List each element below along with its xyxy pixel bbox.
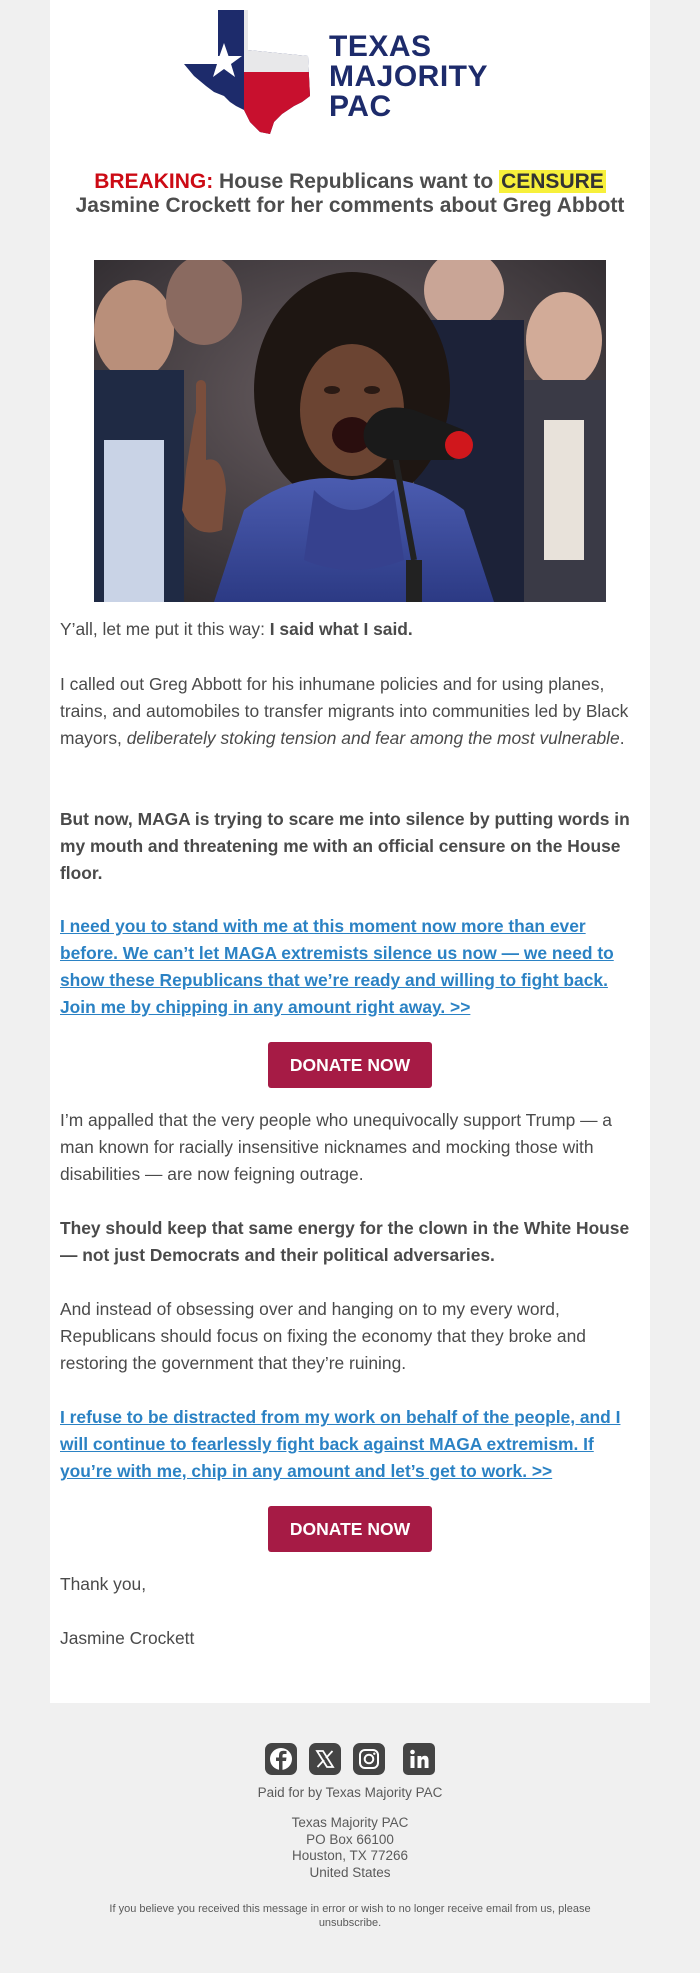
instagram-icon[interactable]	[353, 1743, 385, 1775]
logo-line-3: PAC	[329, 90, 392, 123]
paragraph-link-2	[60, 1404, 638, 1485]
email-card	[50, 0, 650, 1703]
paid-for-text: Paid for by Texas Majority PAC	[257, 1785, 443, 1800]
address-line-4: United States	[309, 1864, 391, 1880]
paragraph-2-italic: deliberately stoking tension and fear among the most vulnerable	[126, 728, 620, 748]
unsubscribe-notice[interactable]: If you believe you received this message in error or wish to no longer receive email from us, please unsubscribe.	[109, 1903, 591, 1929]
logo-wordmark	[329, 32, 488, 122]
paragraph-4: I’m appalled that the very people who unequivocally support Trump — a man known for racially insensitive nicknames and mocking those with disabilities — are now feigning outrage.	[60, 1110, 612, 1184]
paragraph-6: And instead of obsessing over and hanging on to my every word, Republicans should focus on fixing the economy that they broke and restoring the government that they’re ruining.	[60, 1299, 586, 1373]
donate-link-1[interactable]: I need you to stand with me at this moment now more than ever before. We can’t let MAGA extremists silence us now — we need to show these Republicans that we’re ready and willing to fight back. Join me by chipping in any amount right away. >>	[60, 916, 614, 1017]
mailing-address	[0, 1815, 700, 1881]
paragraph-5: They should keep that same energy for the clown in the White House — not just Democrats and their political adversaries.	[60, 1218, 630, 1265]
logo-line-2: MAJORITY	[329, 60, 489, 93]
headline-highlight: CENSURE	[501, 170, 604, 193]
paragraph-link-1	[60, 913, 638, 1021]
x-icon[interactable]	[309, 1743, 341, 1775]
address-line-3: Houston, TX 77266	[291, 1848, 409, 1863]
address-line-1: Texas Majority PAC	[291, 1815, 409, 1830]
headline-rest: Jasmine Crockett for her comments about Greg Abbott	[75, 194, 625, 217]
address-line-2: PO Box 66100	[306, 1831, 394, 1847]
donate-link-2[interactable]: I refuse to be distracted from my work on behalf of the people, and I will continue to fearlessly fight back against MAGA extremism. If you’re with me, chip in any amount and let’s get to work. >>	[60, 1407, 621, 1481]
paragraph-1-bold: I said what I said.	[269, 619, 413, 639]
paragraph-1-text: Y’all, let me put it this way:	[60, 619, 270, 639]
paragraph-2-text: I called out Greg Abbott for his inhumane policies and for using planes, trains, and automobiles to transfer migrants into communities led by Black mayors,	[60, 674, 629, 748]
signature: Jasmine Crockett	[60, 1628, 195, 1648]
donate-button-1[interactable]: DONATE NOW	[268, 1042, 432, 1088]
breaking-label: BREAKING:	[94, 170, 214, 193]
facebook-icon[interactable]	[265, 1743, 297, 1775]
headline-lead: House Republicans want to	[213, 170, 500, 193]
linkedin-icon[interactable]	[403, 1743, 435, 1775]
paragraph-2	[60, 671, 638, 752]
headline	[70, 170, 630, 218]
paragraph-1	[60, 616, 638, 643]
paragraph-2-end: .	[619, 728, 625, 748]
donate-button-2[interactable]: DONATE NOW	[268, 1506, 432, 1552]
closing-thanks: Thank you,	[60, 1574, 147, 1594]
logo-line-1: TEXAS	[329, 30, 432, 63]
paragraph-3: But now, MAGA is trying to scare me into silence by putting words in my mouth and threatening me with an official censure on the House floor.	[60, 809, 630, 883]
hero-photo	[94, 260, 606, 602]
